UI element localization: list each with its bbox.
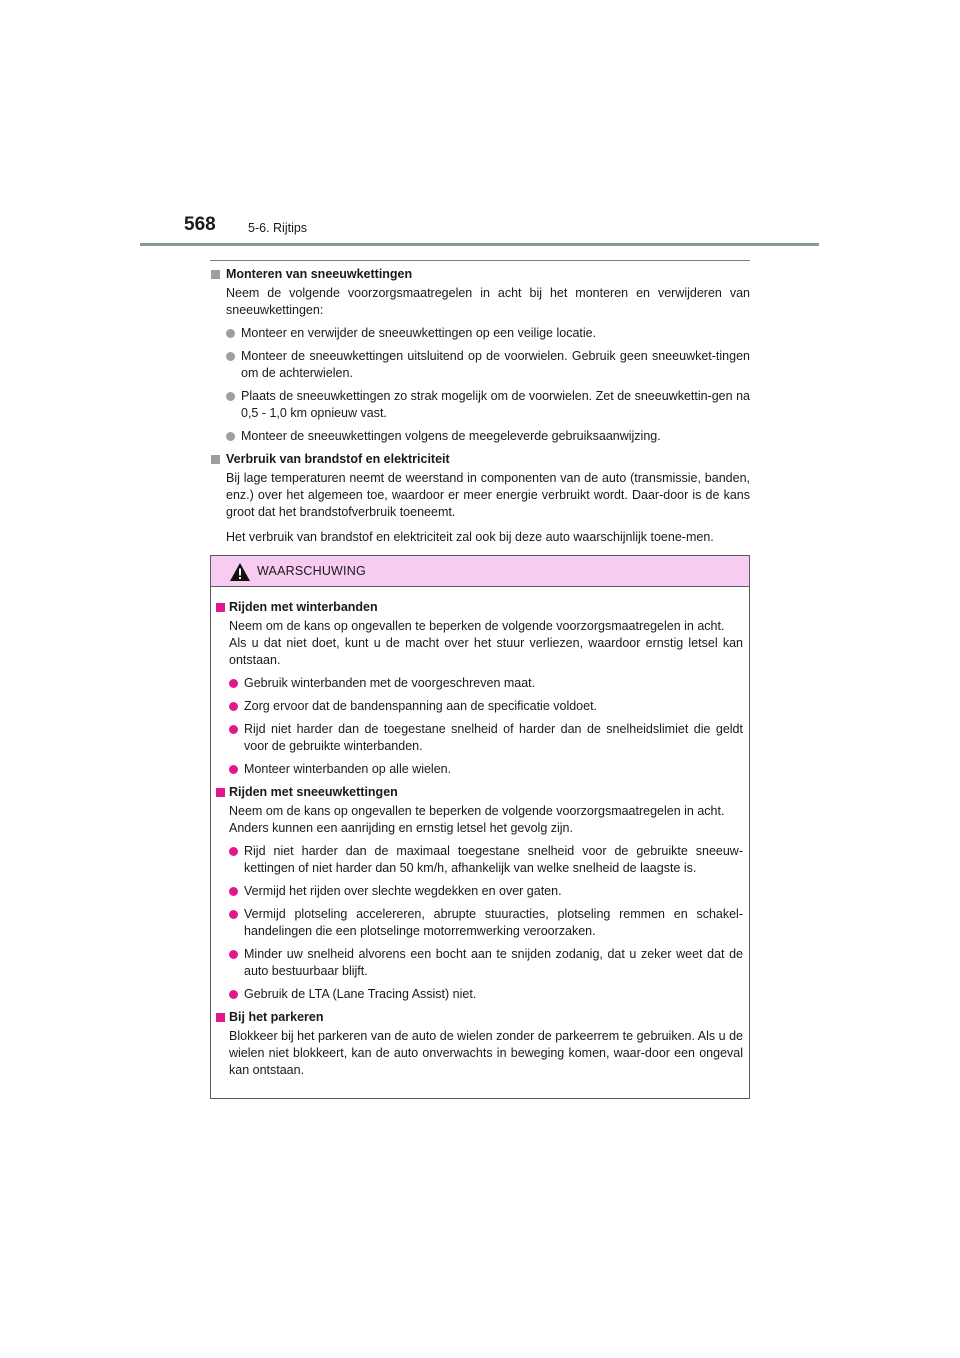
warning-header: [211, 556, 749, 587]
circle-bullet-icon: [229, 990, 238, 999]
page-number: 568: [184, 214, 216, 235]
list-item: Plaats de sneeuwkettingen zo strak mogelijk om de voorwielen. Zet de sneeuwkettin-gen na 0,5 - 1,0 km opnieuw vast.: [226, 388, 750, 422]
circle-bullet-icon: [229, 910, 238, 919]
circle-bullet-icon: [229, 725, 238, 734]
paragraph: Het verbruik van brandstof en elektriciteit zal ook bij deze auto waarschijnlijk toene-men.: [226, 530, 714, 544]
list-item: Vermijd plotseling accelereren, abrupte stuuracties, plotseling remmen en schakel-handelingen die een plotselinge motorremwerking veroorzaken.: [229, 906, 743, 940]
circle-bullet-icon: [229, 702, 238, 711]
header-rule: [140, 243, 819, 246]
list-item: Rijd niet harder dan de maximaal toegestane snelheid voor de gebruikte sneeuw-kettingen of niet harder dan 50 km/h, afhankelijk van welke snelheid de laagste is.: [229, 843, 743, 877]
circle-bullet-icon: [229, 679, 238, 688]
list-item: Monteer winterbanden op alle wielen.: [229, 761, 743, 778]
circle-bullet-icon: [226, 352, 235, 361]
paragraph: Neem om de kans op ongevallen te beperken de volgende voorzorgsmaatregelen in acht.: [229, 619, 725, 633]
list-item: Zorg ervoor dat de bandenspanning aan de specificatie voldoet.: [229, 698, 743, 715]
warning-heading: Rijden met sneeuwkettingen: [215, 784, 743, 801]
list-item: Rijd niet harder dan de toegestane snelheid of harder dan de snelheidslimiet die geldt voor de gebruikte winterbanden.: [229, 721, 743, 755]
circle-bullet-icon: [226, 392, 235, 401]
warning-heading: Rijden met winterbanden: [215, 599, 743, 616]
square-bullet-icon: [211, 455, 220, 464]
warning-winter-tires: [215, 599, 743, 778]
list-item: Monteer en verwijder de sneeuwkettingen op een veilige locatie.: [226, 325, 750, 342]
warning-heading: Bij het parkeren: [215, 1009, 743, 1026]
warning-body: [211, 587, 749, 1079]
warning-parking: [215, 1009, 743, 1079]
circle-bullet-icon: [226, 329, 235, 338]
warning-triangle-icon: [229, 562, 251, 582]
section-title: 5-6. Rijtips: [248, 221, 308, 235]
list-item: Minder uw snelheid alvorens een bocht aan te snijden zodanig, dat u zeker weet dat de auto bestuurbaar blijft.: [229, 946, 743, 980]
warning-title: WAARSCHUWING: [257, 564, 366, 578]
list-item: Gebruik winterbanden met de voorgeschreven maat.: [229, 675, 743, 692]
circle-bullet-icon: [229, 847, 238, 856]
circle-bullet-icon: [229, 887, 238, 896]
paragraph: Neem om de kans op ongevallen te beperken de volgende voorzorgsmaatregelen in acht.: [229, 804, 725, 818]
section-fuel-consumption: [210, 451, 750, 546]
circle-bullet-icon: [226, 432, 235, 441]
warning-box: [210, 555, 750, 1099]
paragraph: Als u dat niet doet, kunt u de macht over het stuur verliezen, waardoor ernstig letsel kan ontstaan.: [229, 636, 743, 667]
paragraph: Anders kunnen een aanrijding en ernstig letsel het gevolg zijn.: [229, 821, 573, 835]
square-bullet-icon: [216, 603, 225, 612]
page-header: [0, 0, 960, 250]
paragraph: Neem de volgende voorzorgsmaatregelen in acht bij het monteren en verwijderen van sneeuwkettingen:: [226, 286, 750, 317]
paragraph: Bij lage temperaturen neemt de weerstand in componenten van de auto (transmissie, banden, enz.) over het algemeen toe, waardoor er meer energie verbruikt wordt. Daar-door is de kans groot dat het brandstofverbruik toeneemt.: [226, 471, 750, 519]
section-heading: Verbruik van brandstof en elektriciteit: [210, 451, 750, 468]
circle-bullet-icon: [229, 950, 238, 959]
square-bullet-icon: [211, 270, 220, 279]
content-divider: [210, 260, 750, 261]
circle-bullet-icon: [229, 765, 238, 774]
warning-snow-chains: [215, 784, 743, 1003]
list-item: Monteer de sneeuwkettingen uitsluitend op de voorwielen. Gebruik geen sneeuwket-tingen om de achterwielen.: [226, 348, 750, 382]
list-item: Monteer de sneeuwkettingen volgens de meegeleverde gebruiksaanwijzing.: [226, 428, 750, 445]
paragraph: Blokkeer bij het parkeren van de auto de wielen zonder de parkeerrem te gebruiken. Als u de wielen niet blokkeert, kan de auto onverwachts in beweging komen, waar-door een ongeval kan ontstaan.: [229, 1029, 743, 1077]
square-bullet-icon: [216, 1013, 225, 1022]
list-item: Gebruik de LTA (Lane Tracing Assist) niet.: [229, 986, 743, 1003]
list-item: Vermijd het rijden over slechte wegdekken en over gaten.: [229, 883, 743, 900]
section-snow-chains-mounting: [210, 266, 750, 445]
main-content: [210, 266, 750, 552]
square-bullet-icon: [216, 788, 225, 797]
section-heading: Monteren van sneeuwkettingen: [210, 266, 750, 283]
